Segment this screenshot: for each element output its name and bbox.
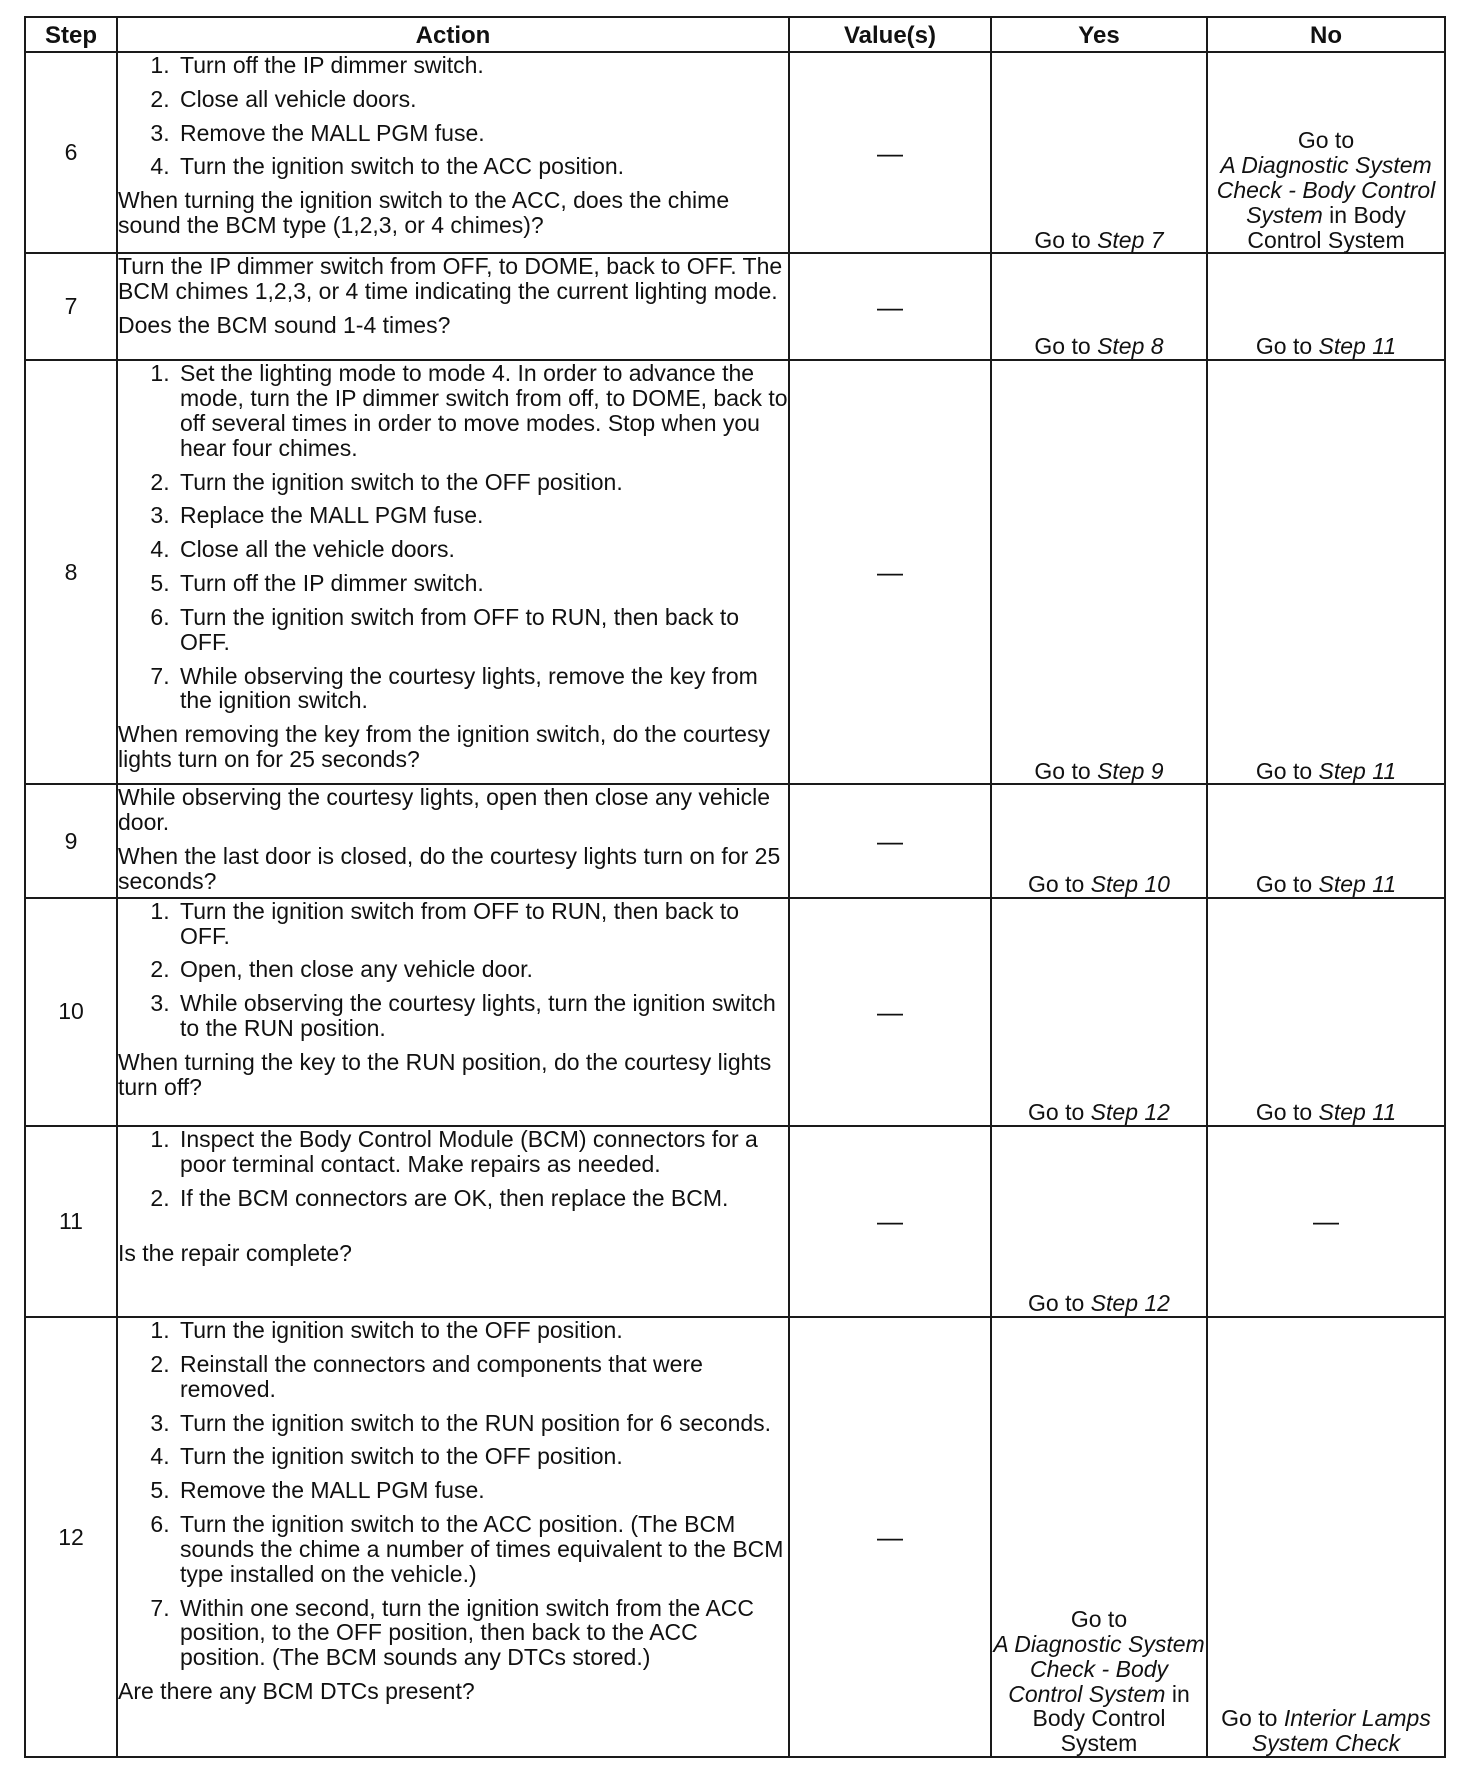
- action-step: 1. Turn off the IP dimmer switch.: [176, 53, 788, 78]
- action-step: 2. Open, then close any vehicle door.: [176, 957, 788, 982]
- action-steps: [118, 361, 788, 713]
- step-row-7: [25, 253, 1445, 360]
- no-interior-lamps-link[interactable]: Interior Lamps System Check: [1251, 1705, 1431, 1757]
- value-cell: —: [789, 52, 991, 253]
- action-question: When turning the ignition switch to the ACC, does the chime sound the BCM type (1,2,3, or 4 chimes)?: [118, 187, 730, 239]
- yes-step-link[interactable]: Step 9: [1097, 757, 1164, 784]
- header-action: Action: [117, 17, 789, 52]
- action-question: Does the BCM sound 1-4 times?: [118, 312, 451, 339]
- action-steps: [118, 1318, 788, 1670]
- yes-cell: [991, 898, 1207, 1126]
- no-step-link[interactable]: Step 11: [1318, 1099, 1397, 1126]
- header-values: Value(s): [789, 17, 991, 52]
- yes-cell: [991, 1126, 1207, 1317]
- yes-prefix: Go to: [1028, 870, 1091, 897]
- action-step: 7. While observing the courtesy lights, remove the key from the ignition switch.: [176, 664, 788, 714]
- yes-cell: [991, 784, 1207, 897]
- no-cell: [1207, 360, 1445, 784]
- action-cell: [117, 1317, 789, 1757]
- action-steps: [118, 899, 788, 1041]
- action-question: Is the repair complete?: [118, 1240, 352, 1267]
- action-step: 1. Inspect the Body Control Module (BCM) connectors for a poor terminal contact. Make repairs as needed.: [176, 1127, 788, 1177]
- value-cell: —: [789, 784, 991, 897]
- action-intro: While observing the courtesy lights, open then close any vehicle door.: [118, 784, 771, 836]
- action-step: 2. Reinstall the connectors and components that were removed.: [176, 1352, 788, 1402]
- action-step: 4. Close all the vehicle doors.: [176, 537, 788, 562]
- no-prefix: Go to: [1297, 127, 1355, 154]
- step-number: 12: [25, 1317, 117, 1757]
- action-step: 2. Turn the ignition switch to the OFF position.: [176, 470, 788, 495]
- yes-cell: [991, 360, 1207, 784]
- yes-prefix: Go to: [1028, 1099, 1091, 1126]
- yes-prefix: Go to: [1034, 333, 1098, 360]
- step-number: 6: [25, 52, 117, 253]
- step-row-10: [25, 898, 1445, 1126]
- no-prefix: Go to: [1221, 1705, 1284, 1732]
- action-steps: [118, 53, 788, 179]
- no-cell: [1207, 784, 1445, 897]
- yes-prefix: Go to: [1028, 1290, 1091, 1317]
- no-prefix: Go to: [1255, 1099, 1319, 1126]
- no-step-link[interactable]: Step 11: [1318, 870, 1397, 897]
- action-question: When the last door is closed, do the courtesy lights turn on for 25 seconds?: [118, 843, 781, 894]
- action-step: 5. Remove the MALL PGM fuse.: [176, 1478, 788, 1503]
- no-step-link[interactable]: Step 11: [1318, 333, 1397, 360]
- action-question: Are there any BCM DTCs present?: [118, 1677, 475, 1704]
- action-step: 3. Remove the MALL PGM fuse.: [176, 121, 788, 146]
- action-cell: [117, 253, 789, 360]
- action-step: 1. Set the lighting mode to mode 4. In order to advance the mode, turn the IP dimmer switch from off, to DOME, back to off several times in order to move modes. Stop when you hear four chimes.: [176, 361, 788, 460]
- action-cell: [117, 1126, 789, 1317]
- step-row-8: [25, 360, 1445, 784]
- step-number: 7: [25, 253, 117, 360]
- value-cell: —: [789, 1126, 991, 1317]
- yes-step-link[interactable]: Step 12: [1090, 1099, 1170, 1126]
- step-row-9: [25, 784, 1445, 897]
- yes-prefix: Go to: [1034, 757, 1098, 784]
- action-cell: [117, 898, 789, 1126]
- yes-cell: [991, 253, 1207, 360]
- no-cell: —: [1207, 1126, 1445, 1317]
- no-prefix: Go to: [1255, 333, 1319, 360]
- yes-step-link[interactable]: Step 12: [1090, 1290, 1170, 1317]
- no-cell: [1207, 1317, 1445, 1757]
- action-step: 7. Within one second, turn the ignition switch from the ACC position, to the OFF position, then back to the ACC position. (The BCM sounds any DTCs stored.): [176, 1596, 788, 1670]
- no-prefix: Go to: [1255, 757, 1319, 784]
- no-diagnostic-link[interactable]: A Diagnostic System Check - Body Control System: [1216, 152, 1436, 228]
- no-prefix: Go to: [1255, 870, 1319, 897]
- yes-diagnostic-link[interactable]: A Diagnostic System Check - Body Control System: [993, 1630, 1205, 1707]
- action-step: 6. Turn the ignition switch to the ACC position. (The BCM sounds the chime a number of times equivalent to the BCM type installed on the vehicle.): [176, 1512, 788, 1586]
- yes-cell: [991, 52, 1207, 253]
- action-cell: [117, 360, 789, 784]
- no-suffix: in Body Control System: [1247, 201, 1406, 253]
- action-step: 4. Turn the ignition switch to the ACC position.: [176, 154, 788, 179]
- no-cell: [1207, 52, 1445, 253]
- diagnostic-table-page: [24, 16, 1444, 1758]
- step-row-12: [25, 1317, 1445, 1757]
- action-steps: [118, 1127, 788, 1210]
- action-step: 3. Replace the MALL PGM fuse.: [176, 503, 788, 528]
- header-step: Step: [25, 17, 117, 52]
- diagnostic-table: [24, 16, 1446, 1758]
- header-no: No: [1207, 17, 1445, 52]
- yes-prefix: Go to: [1034, 226, 1098, 253]
- action-step: 2. If the BCM connectors are OK, then replace the BCM.: [176, 1186, 788, 1211]
- no-cell: [1207, 253, 1445, 360]
- value-cell: —: [789, 253, 991, 360]
- action-step: 2. Close all vehicle doors.: [176, 87, 788, 112]
- action-step: 1. Turn the ignition switch to the OFF position.: [176, 1318, 788, 1343]
- yes-suffix: in Body Control System: [1032, 1680, 1190, 1757]
- step-row-11: [25, 1126, 1445, 1317]
- action-step: 5. Turn off the IP dimmer switch.: [176, 571, 788, 596]
- action-step: 3. Turn the ignition switch to the RUN position for 6 seconds.: [176, 1411, 788, 1436]
- step-number: 10: [25, 898, 117, 1126]
- yes-step-link[interactable]: Step 8: [1097, 333, 1164, 360]
- yes-prefix: Go to: [1070, 1606, 1128, 1633]
- action-step: 1. Turn the ignition switch from OFF to RUN, then back to OFF.: [176, 899, 788, 949]
- value-cell: —: [789, 1317, 991, 1757]
- action-step: 6. Turn the ignition switch from OFF to RUN, then back to OFF.: [176, 605, 788, 655]
- value-cell: —: [789, 360, 991, 784]
- header-yes: Yes: [991, 17, 1207, 52]
- action-question: When removing the key from the ignition switch, do the courtesy lights turn on for 25 seconds?: [118, 721, 770, 773]
- yes-step-link[interactable]: Step 10: [1090, 870, 1170, 897]
- step-row-6: [25, 52, 1445, 253]
- step-number: 9: [25, 784, 117, 897]
- spacer: [118, 1219, 788, 1241]
- action-cell: [117, 52, 789, 253]
- header-row: [25, 17, 1445, 52]
- step-number: 11: [25, 1126, 117, 1317]
- action-question: When turning the key to the RUN position, do the courtesy lights turn off?: [118, 1048, 772, 1100]
- no-cell: [1207, 898, 1445, 1126]
- value-cell: —: [789, 898, 991, 1126]
- action-step: 3. While observing the courtesy lights, turn the ignition switch to the RUN position.: [176, 991, 788, 1041]
- yes-cell: [991, 1317, 1207, 1757]
- yes-step-link[interactable]: Step 7: [1097, 226, 1164, 253]
- no-step-link[interactable]: Step 11: [1318, 757, 1397, 784]
- action-step: 4. Turn the ignition switch to the OFF position.: [176, 1444, 788, 1469]
- action-cell: [117, 784, 789, 897]
- step-number: 8: [25, 360, 117, 784]
- action-intro: Turn the IP dimmer switch from OFF, to DOME, back to OFF. The BCM chimes 1,2,3, or 4 time indicating the current lighting mode.: [118, 253, 783, 305]
